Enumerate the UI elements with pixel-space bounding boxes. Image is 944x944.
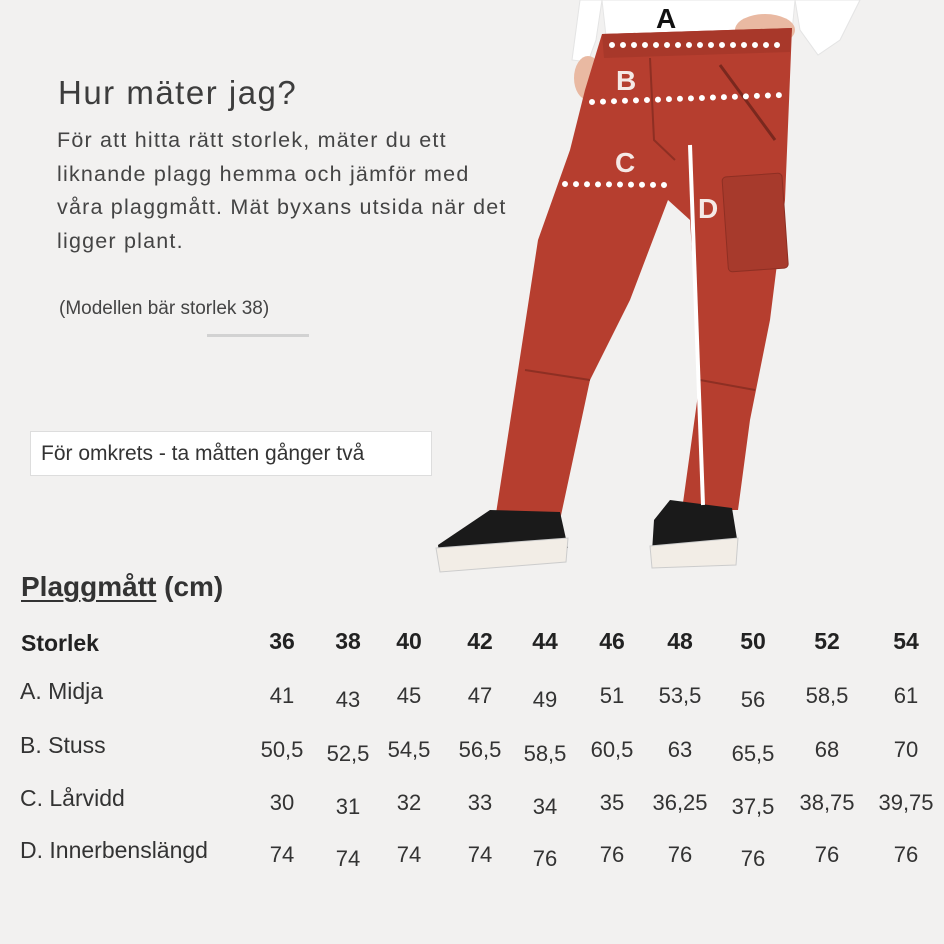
size-header-label: Storlek xyxy=(21,630,99,656)
measure-value-cell: 35 xyxy=(599,790,625,815)
measure-value-cell: 36,25 xyxy=(652,790,708,815)
measure-value-cell: 76 xyxy=(893,842,919,867)
measure-value-cell: 39,75 xyxy=(878,790,934,815)
shirt-right-sleeve xyxy=(795,0,860,55)
measure-row-label: C. Lårvidd xyxy=(20,785,125,811)
measure-value-cell: 50,5 xyxy=(260,737,304,762)
size-header-cell: 40 xyxy=(396,628,422,654)
measure-value-cell: 74 xyxy=(269,842,295,867)
measure-value-cell: 65,5 xyxy=(731,741,775,766)
size-header-cell: 52 xyxy=(814,628,840,654)
size-table xyxy=(0,620,944,880)
label-b: B xyxy=(616,65,637,96)
model-size-note: (Modellen bär storlek 38) xyxy=(59,298,270,319)
measure-value-cell: 53,5 xyxy=(658,683,702,708)
measure-value-cell: 51 xyxy=(599,683,625,708)
measure-value-cell: 52,5 xyxy=(326,741,370,766)
measure-value-cell: 74 xyxy=(335,846,361,871)
measure-value-cell: 56,5 xyxy=(458,737,502,762)
circumference-note: För omkrets - ta måtten gånger två xyxy=(30,431,432,476)
size-header-cell: 42 xyxy=(467,628,493,654)
measure-value-cell: 31 xyxy=(335,794,361,819)
measure-value-cell: 74 xyxy=(396,842,422,867)
measure-value-cell: 74 xyxy=(467,842,493,867)
size-header-cell: 38 xyxy=(335,628,361,654)
measure-value-cell: 70 xyxy=(893,737,919,762)
measure-value-cell: 43 xyxy=(335,687,361,712)
size-header-cell: 54 xyxy=(893,628,919,654)
measure-value-cell: 61 xyxy=(893,683,919,708)
label-a: A xyxy=(656,3,677,34)
measure-value-cell: 63 xyxy=(667,737,693,762)
cargo-pocket xyxy=(722,173,788,272)
measure-value-cell: 68 xyxy=(814,737,840,762)
measure-value-cell: 58,5 xyxy=(523,741,567,766)
measure-row-label: A. Midja xyxy=(20,678,104,704)
size-header-cell: 36 xyxy=(269,628,295,654)
model-pants-figure xyxy=(420,0,944,590)
measure-value-cell: 33 xyxy=(467,790,493,815)
measure-value-cell: 56 xyxy=(740,687,766,712)
size-header-cell: 50 xyxy=(740,628,766,654)
measure-value-cell: 45 xyxy=(396,683,422,708)
measure-value-cell: 76 xyxy=(599,842,625,867)
measure-instructions: För att hitta rätt storlek, mäter du ett liknande plagg hemma och jämför med våra plaggmått. Mät byxans utsida när det ligger plant. xyxy=(57,128,507,253)
label-d: D xyxy=(698,193,719,224)
measure-row-label: B. Stuss xyxy=(20,732,106,758)
measure-value-cell: 47 xyxy=(467,683,493,708)
size-header-cell: 46 xyxy=(599,628,625,654)
measure-value-cell: 54,5 xyxy=(387,737,431,762)
size-header-cell: 48 xyxy=(667,628,693,654)
page-title: Hur mäter jag? xyxy=(58,74,298,112)
size-header-cell: 44 xyxy=(532,628,558,654)
measure-row-label: D. Innerbenslängd xyxy=(20,837,208,863)
measure-value-cell: 34 xyxy=(532,794,558,819)
measure-value-cell: 76 xyxy=(532,846,558,871)
measure-value-cell: 76 xyxy=(667,842,693,867)
label-c: C xyxy=(615,147,636,178)
measure-value-cell: 30 xyxy=(269,790,295,815)
pants-illustration xyxy=(420,0,944,590)
measure-value-cell: 41 xyxy=(269,683,295,708)
size-table-title-main: Plaggmått xyxy=(21,571,157,602)
measure-value-cell: 76 xyxy=(740,846,766,871)
measure-value-cell: 49 xyxy=(532,687,558,712)
size-table-title xyxy=(21,571,223,603)
measure-value-cell: 60,5 xyxy=(590,737,634,762)
size-table-title-unit: (cm) xyxy=(156,571,224,602)
measure-value-cell: 38,75 xyxy=(799,790,855,815)
measure-value-cell: 32 xyxy=(396,790,422,815)
measure-value-cell: 58,5 xyxy=(805,683,849,708)
divider xyxy=(207,334,309,337)
measure-value-cell: 76 xyxy=(814,842,840,867)
measure-value-cell: 37,5 xyxy=(731,794,775,819)
